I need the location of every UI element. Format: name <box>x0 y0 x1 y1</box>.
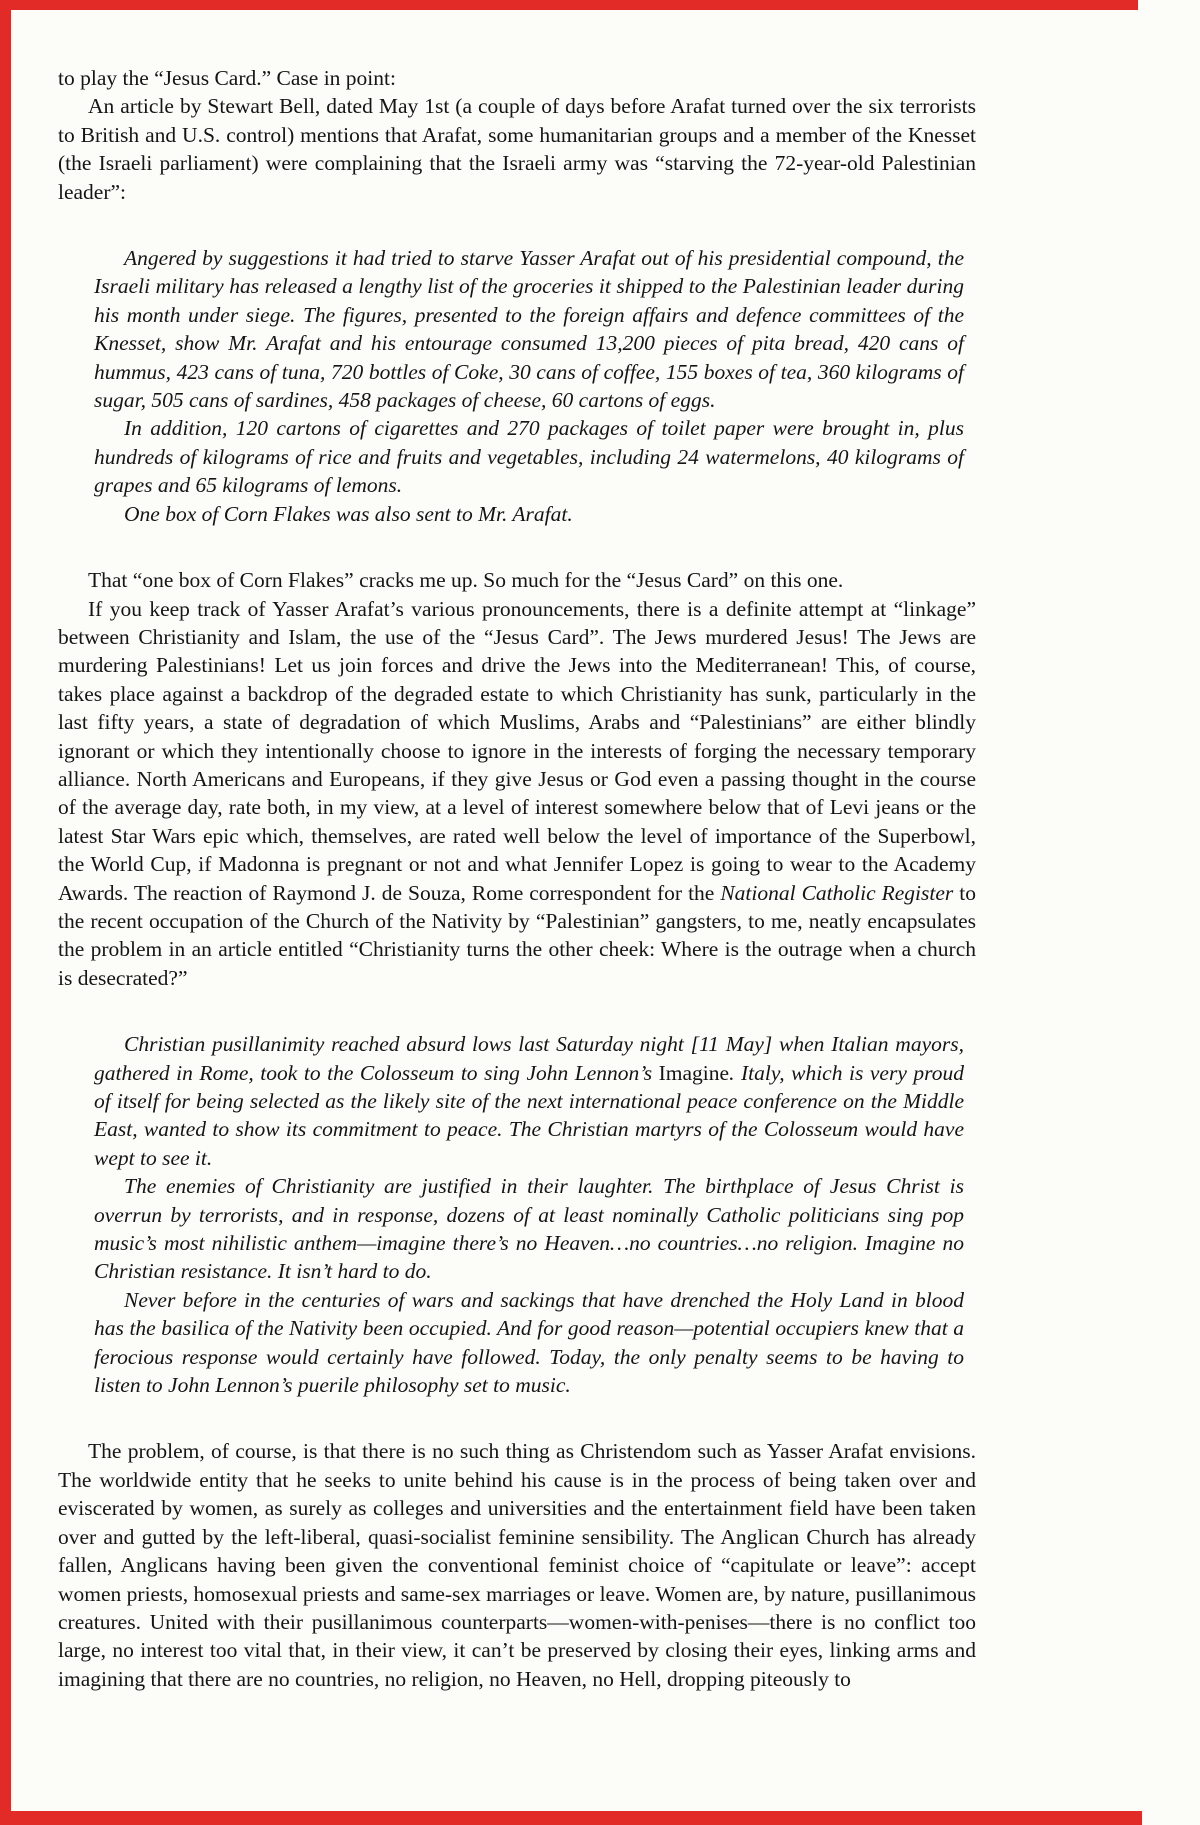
quote-paragraph <box>58 1286 976 1400</box>
text-segment: One box of Corn Flakes was also sent to Mr. Arafat. <box>124 501 573 526</box>
text-segment: That “one box of Corn Flakes” cracks me up. So much for the “Jesus Card” on this one. <box>88 568 844 593</box>
text-segment: National Catholic Register <box>720 880 954 905</box>
body-paragraph <box>58 1437 976 1693</box>
text-segment: The enemies of Christianity are justified in their laughter. The birthplace of Jesus Christ is overrun by terrorists, and in response, dozens of at least nominally Catholic politicians sing pop music’s most nihilistic anthem—imagine there’s no Heaven…no countries…no religion. Imagine no Christian resistance. It isn’t hard to do. <box>94 1174 964 1284</box>
text-segment: An article by Stewart Bell, dated May 1st (a couple of days before Arafat turned over the six terrorists to British and U.S. control) mentions that Arafat, some humanitarian groups and a member of the Knesset (the Israeli parliament) were complaining that the Israeli army was “starving the 72-year-old Palestinian leader”: <box>58 94 976 204</box>
body-paragraph <box>58 566 976 594</box>
quote-paragraph <box>58 1172 976 1286</box>
quote-paragraph <box>58 1030 976 1172</box>
text-segment: In addition, 120 cartons of cigarettes and 270 packages of toilet paper were brought in, plus hundreds of kilograms of rice and fruits and vegetables, including 24 watermelons, 40 kilograms of grapes and 65 kilograms of lemons. <box>94 416 964 498</box>
quote-paragraph <box>58 244 976 414</box>
text-segment: Christian pusillanimity reached absurd lows last Saturday night [11 May] when Italian mayors, gathered in Rome, took to the Colosseum to sing John Lennon’s <box>94 1032 964 1085</box>
scan-edge-top <box>0 0 1138 10</box>
text-segment: to play the “Jesus Card.” Case in point: <box>58 66 396 90</box>
text-segment: Never before in the centuries of wars and sackings that have drenched the Holy Land in blood has the basilica of the Nativity been occupied. And for good reason—potential occupiers knew that a ferocious response would certainly have followed. Today, the only penalty seems to be having to listen to John Lennon’s puerile philosophy set to music. <box>94 1287 964 1398</box>
body-paragraph <box>58 92 976 206</box>
text-segment: to the recent occupation of the Church of the Nativity by “Palestinian” gangsters, to me, neatly encapsulates the problem in an article entitled “Christianity turns the other cheek: Where is the outrage when a church is desecrated?” <box>58 880 976 990</box>
text-segment: If you keep track of Yasser Arafat’s various pronouncements, there is a definite attempt at “linkage” between Christianity and Islam, the use of the “Jesus Card”. The Jews murdered Jesus! The Jews are murdering Palestinians! Let us join forces and drive the Jews into the Mediterranean! This, of course, takes place against a backdrop of the degraded estate to which Christianity has sunk, particularly in the last fifty years, a state of degradation of which Muslims, Arabs and “Palestinians” are either blindly ignorant or which they intentionally choose to ignore in the interests of forging the necessary temporary alliance. North Americans and Europeans, if they give Jesus or God even a passing thought in the course of the average day, rate both, in my view, at a level of interest somewhere below that of Levi jeans or the latest Star Wars epic which, themselves, are rated well below the level of importance of the Superbowl, the World Cup, if Madonna is pregnant or not and what Jennifer Lopez is going to wear to the Academy Awards. The reaction of Raymond J. de Souza, Rome correspondent for the <box>58 596 976 905</box>
text-segment: The problem, of course, is that there is no such thing as Christendom such as Yasser Arafat envisions. The worldwide entity that he seeks to unite behind his cause is in the process of being taken over and eviscerated by women, as surely as colleges and universities and the entertainment field have been taken over and gutted by the left-liberal, quasi-socialist feminine sensibility. The Anglican Church has already fallen, Anglicans having been given the conventional feminist choice of “capitulate or leave”: accept women priests, homosexual priests and same-sex marriages or leave. Women are, by nature, pusillanimous creatures. United with their pusillanimous counterparts—women-with-penises—there is no conflict too large, no interest too vital that, in their view, it can’t be preserved by closing their eyes, linking arms and imagining that there are no countries, no religion, no Heaven, no Hell, dropping piteously to <box>58 1439 976 1691</box>
text-segment: Imagine <box>658 1060 730 1085</box>
body-paragraph <box>58 64 976 92</box>
text-segment: Angered by suggestions it had tried to starve Yasser Arafat out of his presidential compound, the Israeli military has released a lengthy list of the groceries it shipped to the Palestinian leader during his month under siege. The figures, presented to the foreign affairs and defence committees of the Knesset, show Mr. Arafat and his entourage consumed 13,200 pieces of pita bread, 420 cans of hummus, 423 cans of tuna, 720 bottles of Coke, 30 cans of coffee, 155 boxes of tea, 360 kilograms of sugar, 505 cans of sardines, 458 packages of cheese, 60 cartons of eggs. <box>94 246 964 413</box>
text-segment: . Italy, which is very proud of itself for being selected as the likely site of the next international peace conference on the Middle East, wanted to show its commitment to peace. The Christian martyrs of the Colosseum would have wept to see it. <box>94 1060 964 1170</box>
body-paragraph <box>58 595 976 993</box>
quote-paragraph <box>58 414 976 499</box>
text-column <box>58 64 976 1693</box>
scan-edge-left <box>0 0 11 1825</box>
scan-edge-bottom <box>0 1811 1142 1825</box>
quote-paragraph <box>58 500 976 528</box>
